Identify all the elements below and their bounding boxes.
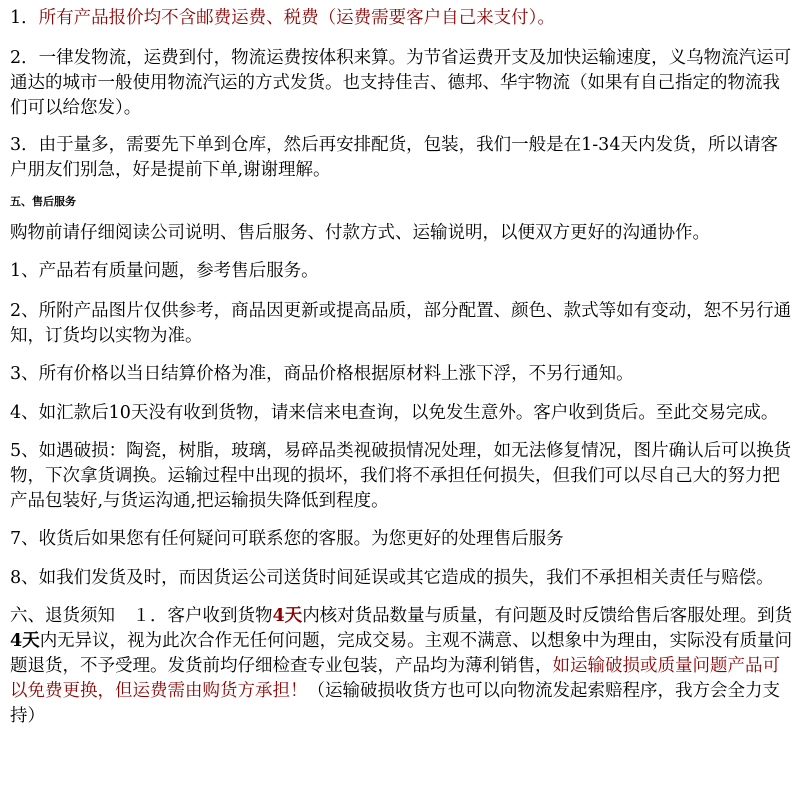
after-sales-item-4: 4、如汇款后10天没有收到货物，请来信来电查询，以免发生意外。客户收到货后。至此交易完成。 xyxy=(10,403,779,423)
returns-mid-1: 内核对货品数量与质量，有问题及时反馈给售后客服处理。到货 xyxy=(302,606,793,626)
returns-lead: 六、退货须知 １．客户收到货物 xyxy=(10,606,273,626)
returns-notice xyxy=(10,604,794,729)
shipping-item-1-text: 所有产品报价均不含邮费运费、税费（运费需要客户自己来支付）。 xyxy=(38,8,555,28)
after-sales-item-8: 8、如我们发货及时，而因货运公司送货时间延误或其它造成的损失，我们不承担相关责任与赔偿。 xyxy=(10,568,774,588)
returns-tail: （运输破损收货方也可以向物流发起索赔程序，我方会全力支持） xyxy=(10,681,780,726)
returns-days-2: 4天 xyxy=(10,631,40,651)
returns-warning: 如运输破损或质量问题产品可以免费更换，但运费需由购货方承担！ xyxy=(10,656,780,701)
returns-mid-2: 内无异议，视为此次合作无任何问题，完成交易。主观不满意、以想象中为理由，实际没有质量问题退货，不予受理。发货前均仔细检查专业包装，产品均为薄利销售， xyxy=(10,631,793,676)
after-sales-item-2: 2、所附产品图片仅供参考，商品因更新或提高品质，部分配置、颜色、款式等如有变动，恕不另行通知，订货均以实物为准。 xyxy=(10,301,792,346)
shipping-item-1-number: 1． xyxy=(10,8,39,28)
after-sales-item-5: 5、如遇破损：陶瓷，树脂，玻璃，易碎品类视破损情况处理，如无法修复情况，图片确认后可以换货物，下次拿货调换。运输过程中出现的损坏，我们将不承担任何损失，但我们可以尽自己大的努力把产品包装好,与货运沟通,把运输损失降低到程度。 xyxy=(10,441,792,511)
returns-days-1: 4天 xyxy=(272,606,303,626)
after-sales-item-3: 3、所有价格以当日结算价格为准，商品价格根据原材料上涨下浮，不另行通知。 xyxy=(10,364,634,384)
shipping-item-2: 2．一律发物流，运费到付，物流运费按体积来算。为节省运费开支及加快运输速度，义乌物流汽运可通达的城市一般使用物流汽运的方式发货。也支持佳吉、德邦、华宇物流（如果有自己指定的物流我们可以给您发）。 xyxy=(10,48,792,118)
shipping-item-3: 3．由于量多，需要先下单到仓库，然后再安排配货，包装，我们一般是在1-34天内发货，所以请客户朋友们别急，好是提前下单,谢谢理解。 xyxy=(10,135,778,180)
document-body xyxy=(10,6,794,729)
after-sales-item-1: 1、产品若有质量问题，参考售后服务。 xyxy=(10,261,319,281)
shipping-item-1 xyxy=(10,6,794,31)
after-sales-heading: 五、售后服务 xyxy=(10,195,76,208)
after-sales-item-7: 7、收货后如果您有任何疑问可联系您的客服。为您更好的处理售后服务 xyxy=(10,529,564,549)
after-sales-intro: 购物前请仔细阅读公司说明、售后服务、付款方式、运输说明，以便双方更好的沟通协作。 xyxy=(10,223,710,243)
